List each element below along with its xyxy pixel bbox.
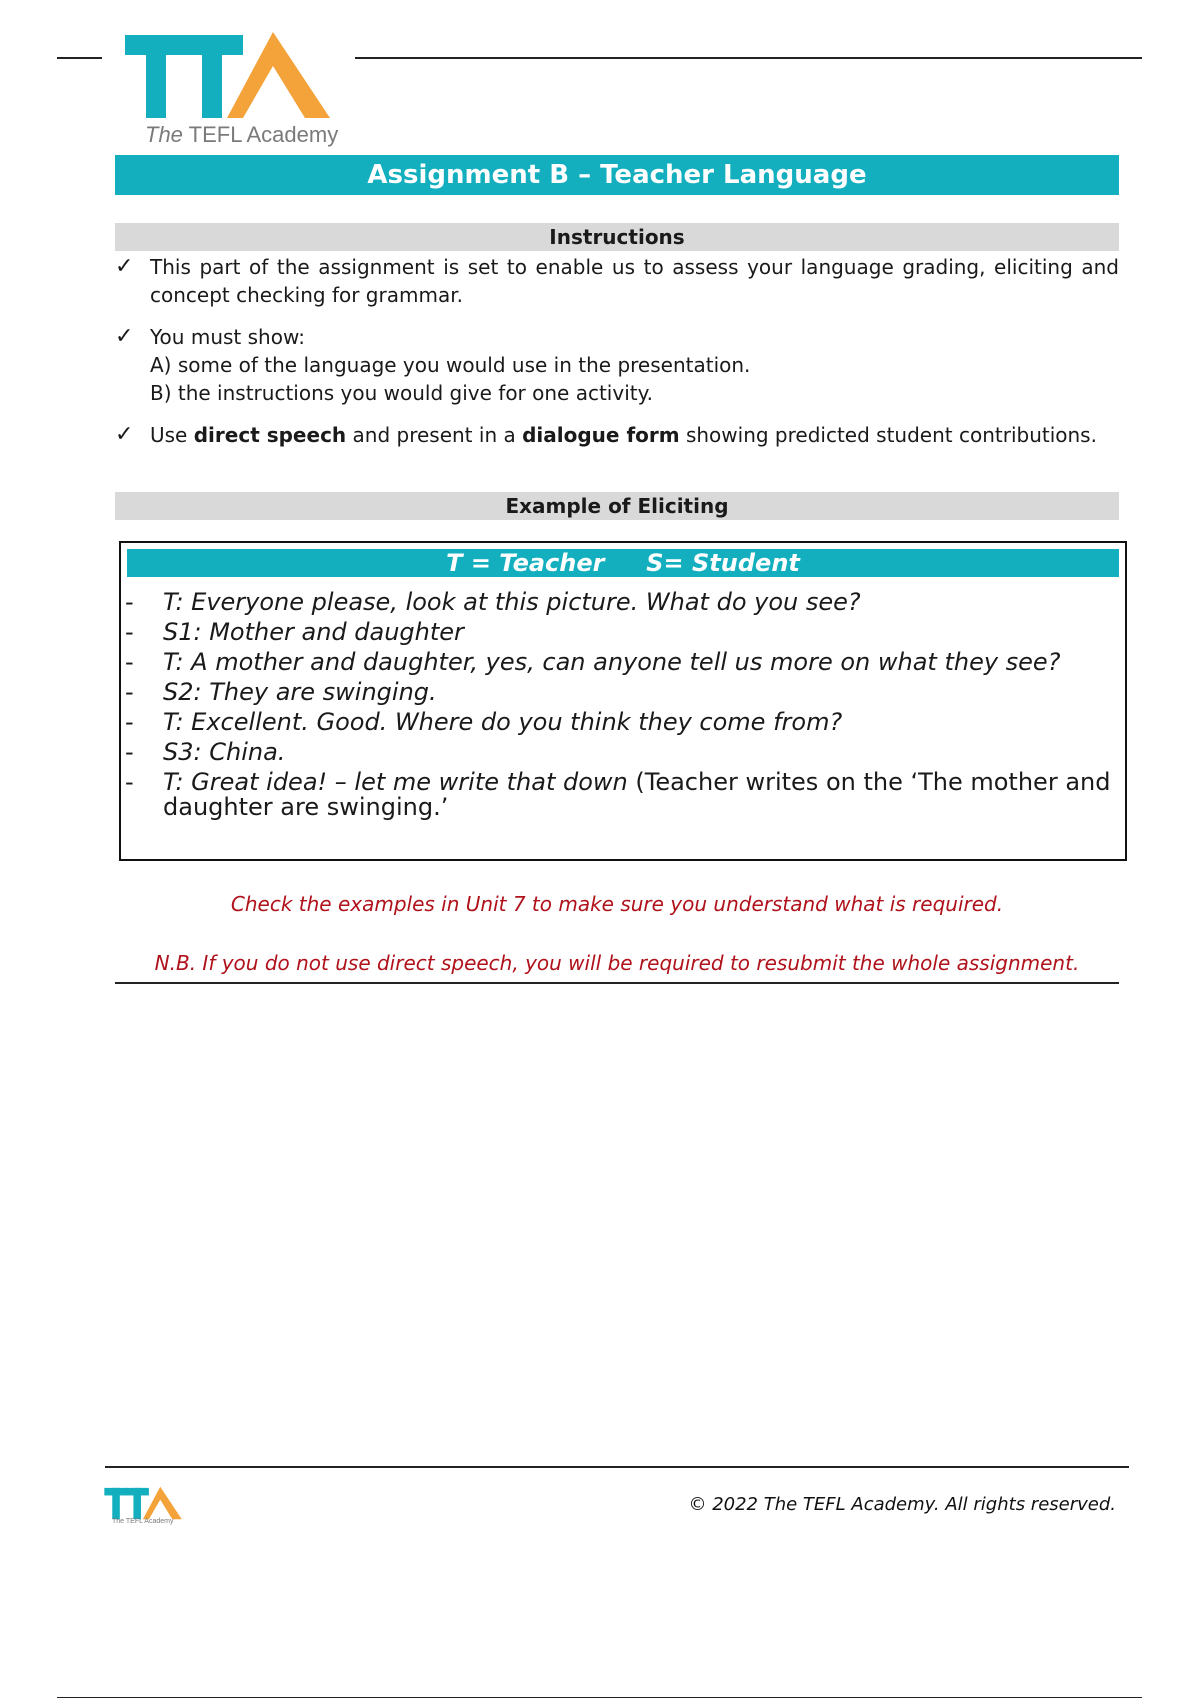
dialogue-stage-direction: (Teacher writes on the ‘The mother and daughter are swinging.’ <box>163 768 1111 821</box>
text-run: showing predicted student contributions. <box>679 423 1097 447</box>
logo-name: TEFL Academy <box>188 122 339 147</box>
tta-logo <box>125 30 339 150</box>
key-student: S= Student <box>646 549 800 577</box>
top-rule-left <box>57 57 102 59</box>
dialogue-line <box>121 617 1111 647</box>
page-bottom-rule <box>57 1697 1142 1698</box>
instructions-heading: Instructions <box>115 223 1119 251</box>
check-note: Check the examples in Unit 7 to make sure you understand what is required. <box>230 892 1004 916</box>
footer-rule <box>105 1466 1129 1468</box>
bold-run: dialogue form <box>522 423 680 447</box>
dialogue-line <box>121 647 1111 677</box>
instruction-subitem-b: B) the instructions you would give for one activity. <box>150 381 653 405</box>
checkmark-icon: ✓ <box>115 324 134 349</box>
footer-logo-name: The TEFL Academy <box>112 1518 174 1525</box>
speaker-key <box>127 549 1119 577</box>
dialogue-line <box>121 677 1111 707</box>
instruction-subitem-a: A) some of the language you would use in the presentation. <box>150 353 751 377</box>
dialogue-text: S1: Mother and daughter <box>163 618 464 646</box>
bold-run: direct speech <box>193 423 347 447</box>
example-heading: Example of Eliciting <box>115 492 1119 520</box>
instruction-item <box>115 253 1119 309</box>
dash-bullet: - <box>125 768 134 796</box>
dialogue <box>121 587 1111 820</box>
dash-bullet: - <box>125 738 134 766</box>
top-rule-right <box>355 57 1142 59</box>
dash-bullet: - <box>125 708 134 736</box>
checkmark-icon: ✓ <box>115 422 134 447</box>
dash-bullet: - <box>125 618 134 646</box>
checkmark-icon: ✓ <box>115 254 134 279</box>
nb-note: N.B. If you do not use direct speech, you will be required to resubmit the whole assignment. <box>154 951 1080 975</box>
text-run: and present in a <box>346 423 523 447</box>
instructions-list <box>115 253 1119 463</box>
footer-logo-mark <box>104 1486 184 1520</box>
dialogue-text: S2: They are swinging. <box>163 678 437 706</box>
dialogue-line <box>121 587 1111 617</box>
key-teacher: T = Teacher <box>446 549 605 577</box>
instruction-text: This part of the assignment is set to enable us to assess your language grading, eliciting and concept checking for grammar. <box>150 255 1119 307</box>
dialogue-line <box>121 737 1111 767</box>
section-end-rule <box>115 982 1119 984</box>
instruction-item <box>115 421 1119 449</box>
instruction-text <box>150 421 1119 449</box>
instruction-text: You must show: <box>150 325 305 349</box>
dialogue-text: T: Great idea! – let me write that down <box>163 768 628 796</box>
page-title: Assignment B – Teacher Language <box>115 155 1119 195</box>
tta-logo-mark <box>125 30 335 120</box>
dialogue-text: T: A mother and daughter, yes, can anyone tell us more on what they see? <box>163 648 1061 676</box>
dash-bullet: - <box>125 678 134 706</box>
example-box <box>119 541 1127 861</box>
dash-bullet: - <box>125 648 134 676</box>
copyright: © 2022 The TEFL Academy. All rights reserved. <box>688 1494 1116 1515</box>
dash-bullet: - <box>125 588 134 616</box>
dialogue-line <box>121 767 1111 820</box>
logo-the: The <box>145 122 183 147</box>
text-run: Use <box>150 423 194 447</box>
dialogue-line <box>121 707 1111 737</box>
dialogue-text: S3: China. <box>163 738 286 766</box>
dialogue-text: T: Everyone please, look at this picture. What do you see? <box>163 588 861 616</box>
instruction-item <box>115 323 1119 407</box>
dialogue-text: T: Excellent. Good. Where do you think they come from? <box>163 708 843 736</box>
footer-logo <box>104 1486 184 1530</box>
logo-wordmark <box>145 122 338 148</box>
